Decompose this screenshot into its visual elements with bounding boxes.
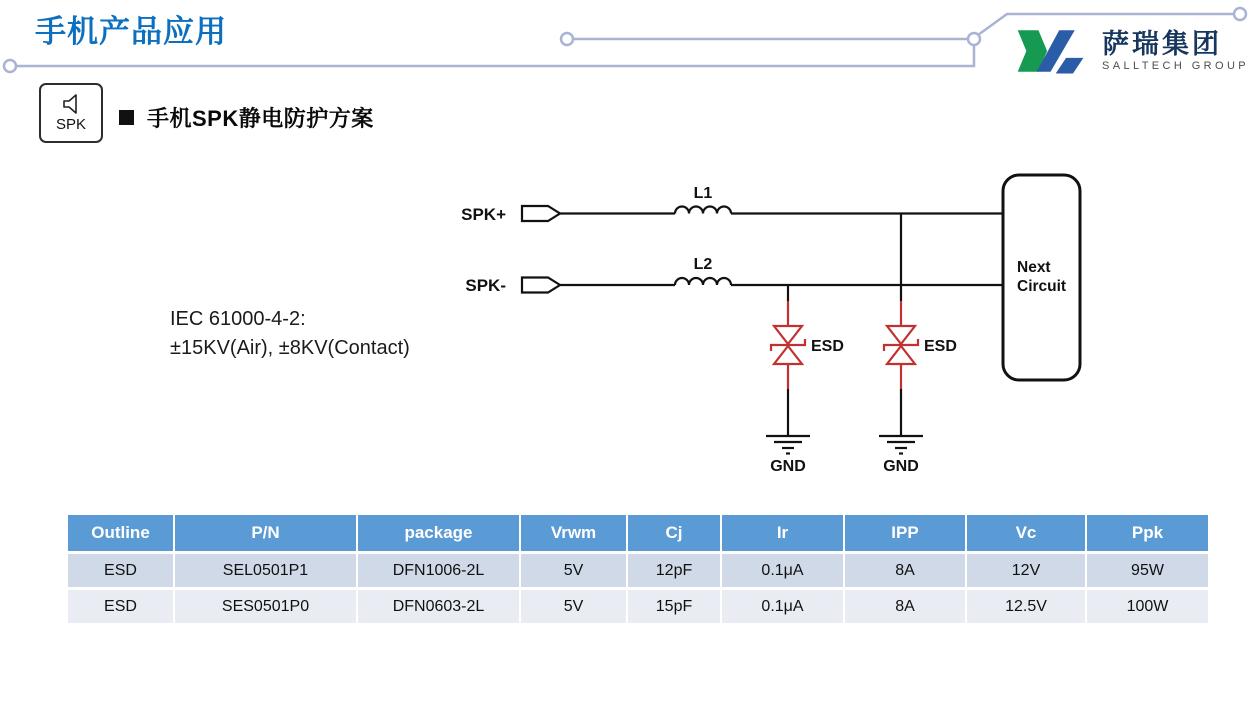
inductor-l2-label: L2: [693, 256, 713, 273]
spec-table: [68, 515, 1208, 623]
column-header-p-n: P/N: [175, 515, 358, 551]
esd1-label: ESD: [811, 338, 844, 355]
table-cell: ESD: [68, 587, 175, 623]
spk-badge: [39, 83, 103, 143]
next-circuit-label-line1: Next: [1017, 259, 1051, 276]
table-cell: 8A: [845, 587, 967, 623]
table-row: [68, 551, 1208, 587]
table-cell: 5V: [521, 587, 628, 623]
spk-plus-connector: [522, 206, 560, 221]
trace-node-center: [561, 33, 573, 45]
speaker-icon: [59, 93, 83, 115]
table-cell: 5V: [521, 551, 628, 587]
table-cell: ESD: [68, 551, 175, 587]
table-cell: SEL0501P1: [175, 551, 358, 587]
table-cell: SES0501P0: [175, 587, 358, 623]
spk-plus-label: SPK+: [461, 205, 506, 224]
spk-minus-label: SPK-: [465, 276, 506, 295]
column-header-ipp: IPP: [845, 515, 967, 551]
iec-standard-line2: ±15KV(Air), ±8KV(Contact): [170, 337, 410, 359]
gnd2-label: GND: [883, 458, 919, 475]
column-header-package: package: [358, 515, 521, 551]
table-cell: 12.5V: [967, 587, 1087, 623]
circuit-schematic: [440, 160, 1120, 495]
gnd1-label: GND: [770, 458, 806, 475]
table-cell: 0.1μA: [722, 551, 845, 587]
logo-mark-icon: [1016, 24, 1092, 78]
table-cell: 15pF: [628, 587, 722, 623]
trace-node-junction: [968, 33, 980, 45]
table-cell: 8A: [845, 551, 967, 587]
esd2-label: ESD: [924, 338, 957, 355]
page-title: 手机产品应用: [35, 14, 227, 49]
column-header-ir: Ir: [722, 515, 845, 551]
table-cell: 95W: [1087, 551, 1208, 587]
logo-company-name-cn: 萨瑞集团: [1102, 29, 1222, 59]
gnd-symbol-1: [766, 436, 810, 454]
inductor-l2: [675, 278, 731, 285]
column-header-vrwm: Vrwm: [521, 515, 628, 551]
table-header-row: [68, 515, 1208, 551]
table-cell: DFN0603-2L: [358, 587, 521, 623]
spk-badge-label: SPK: [55, 116, 86, 133]
esd-diode-1: [771, 301, 805, 389]
inductor-l1-label: L1: [693, 185, 713, 202]
logo-text: [1102, 29, 1249, 73]
square-bullet-icon: [119, 110, 134, 125]
table-cell: 0.1μA: [722, 587, 845, 623]
section-heading: [119, 102, 374, 133]
table-cell: 12pF: [628, 551, 722, 587]
column-header-outline: Outline: [68, 515, 175, 551]
inductor-l1: [675, 207, 731, 214]
table-cell: 100W: [1087, 587, 1208, 623]
column-header-vc: Vc: [967, 515, 1087, 551]
column-header-cj: Cj: [628, 515, 722, 551]
section-heading-text: 手机SPK静电防护方案: [147, 106, 374, 131]
iec-standard-note: [170, 305, 410, 363]
trace-node-right: [1234, 8, 1246, 20]
spk-minus-connector: [522, 278, 560, 293]
logo-company-name-en: SALLTECH GROUP: [1102, 60, 1250, 72]
trace-node-left: [4, 60, 16, 72]
column-header-ppk: Ppk: [1087, 515, 1208, 551]
next-circuit-label-line2: Circuit: [1017, 278, 1067, 295]
table-row: [68, 587, 1208, 623]
table-cell: 12V: [967, 551, 1087, 587]
gnd-symbol-2: [879, 436, 923, 454]
iec-standard-line1: IEC 61000-4-2:: [170, 308, 306, 330]
company-logo: [1016, 24, 1249, 78]
table-cell: DFN1006-2L: [358, 551, 521, 587]
esd-diode-2: [884, 301, 918, 389]
